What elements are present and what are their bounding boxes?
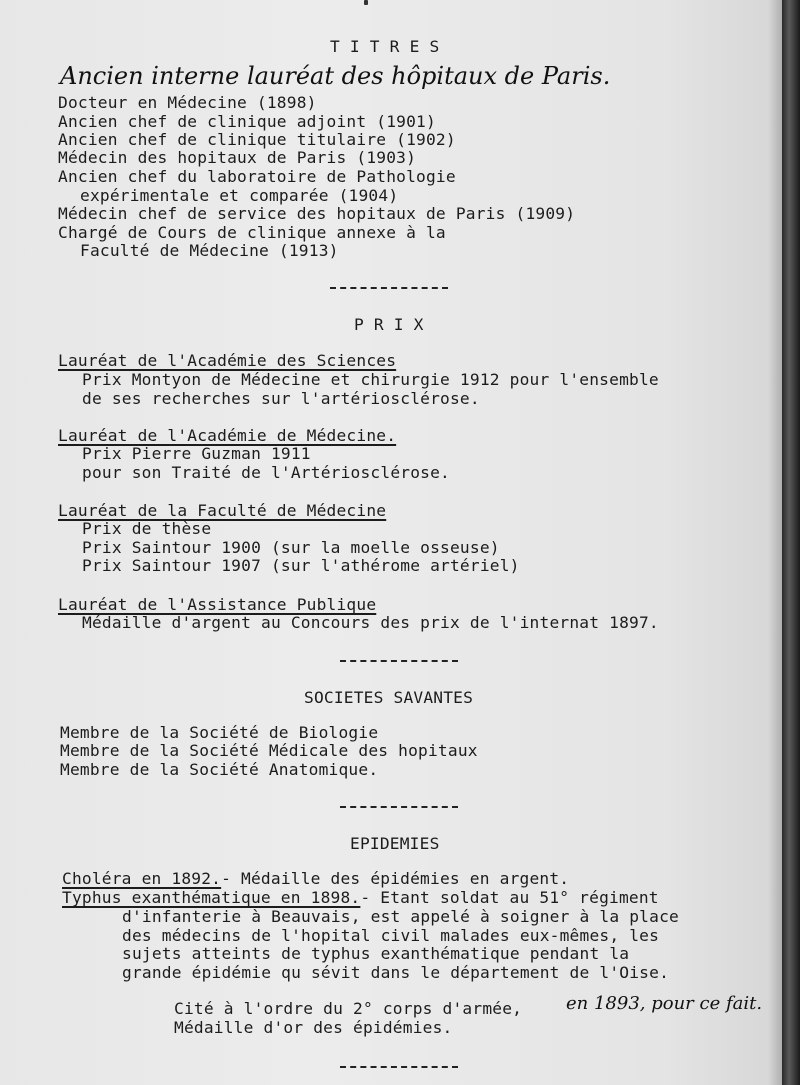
typhus-title: Typhus exanthématique en 1898.	[62, 888, 361, 907]
book-binding	[782, 0, 800, 1085]
prix-line: Prix Pierre Guzman 1911	[82, 444, 311, 463]
handwritten-annotation: Ancien interne lauréat des hôpitaux de Paris.	[60, 62, 611, 90]
prix-line: Prix Saintour 1907 (sur l'athérome artériel)	[82, 556, 520, 575]
prix-line: pour son Traité de l'Artériosclérose.	[82, 463, 450, 482]
typhus-detail-line: d'infanterie à Beauvais, est appelé à soigner à la place	[122, 907, 679, 926]
citation-handwritten: en 1893, pour ce fait.	[566, 993, 763, 1014]
section-heading-prix: P R I X	[354, 315, 424, 334]
typhus-line	[62, 889, 659, 907]
section-heading-titres: T I T R E S	[330, 37, 440, 56]
societe-line: Membre de la Société de Biologie	[60, 723, 379, 742]
prix-group-title: Lauréat de l'Académie des Sciences	[58, 351, 397, 370]
cholera-line	[62, 870, 569, 888]
prix-group-title: Lauréat de l'Académie de Médecine.	[58, 426, 397, 445]
prix-line: Prix Montyon de Médecine et chirurgie 1912 pour l'ensemble	[82, 370, 659, 389]
societe-line: Membre de la Société Anatomique.	[60, 760, 379, 779]
titre-line: Docteur en Médecine (1898)	[58, 93, 317, 112]
cholera-text: - Médaille des épidémies en argent.	[221, 869, 570, 888]
typhus-detail-line: des médecins de l'hopital civil malades eux-mêmes, les	[122, 926, 660, 945]
societe-line: Membre de la Société Médicale des hopitaux	[60, 741, 478, 760]
titre-line: Ancien chef du laboratoire de Pathologie	[58, 167, 456, 186]
typhus-detail-line: grande épidémie qu sévit dans le département de l'Oise.	[122, 963, 670, 982]
titre-line: expérimentale et comparée (1904)	[80, 186, 399, 205]
typhus-detail-line: sujets atteints de typhus exanthématique pendant la	[122, 944, 630, 963]
section-heading-epidemies: EPIDEMIES	[350, 834, 440, 853]
cholera-title: Choléra en 1892.	[62, 869, 222, 888]
citation-line: Cité à l'ordre du 2° corps d'armée,	[174, 999, 523, 1018]
prix-line: Prix Saintour 1900 (sur la moelle osseuse)	[82, 538, 500, 557]
titre-line: Médecin chef de service des hopitaux de Paris (1909)	[58, 204, 576, 223]
separator	[340, 1066, 458, 1068]
titre-line: Médecin des hopitaux de Paris (1903)	[58, 148, 417, 167]
prix-group-title: Lauréat de la Faculté de Médecine	[58, 501, 387, 520]
titre-line: Ancien chef de clinique titulaire (1902)	[58, 130, 456, 149]
prix-line: Prix de thèse	[82, 519, 212, 538]
section-heading-societes: SOCIETES SAVANTES	[304, 688, 474, 707]
prix-line: Médaille d'argent au Concours des prix de l'internat 1897.	[82, 613, 659, 632]
prix-group-title: Lauréat de l'Assistance Publique	[58, 595, 377, 614]
medal-line: Médaille d'or des épidémies.	[174, 1018, 453, 1037]
separator	[330, 287, 448, 289]
separator	[340, 660, 458, 662]
punch-mark	[364, 0, 368, 5]
typhus-text: - Etant soldat au 51° régiment	[360, 888, 659, 907]
prix-line: de ses recherches sur l'artériosclérose.	[82, 389, 480, 408]
titre-line: Ancien chef de clinique adjoint (1901)	[58, 112, 436, 131]
titre-line: Faculté de Médecine (1913)	[80, 241, 339, 260]
separator	[340, 806, 458, 808]
titre-line: Chargé de Cours de clinique annexe à la	[58, 223, 446, 242]
